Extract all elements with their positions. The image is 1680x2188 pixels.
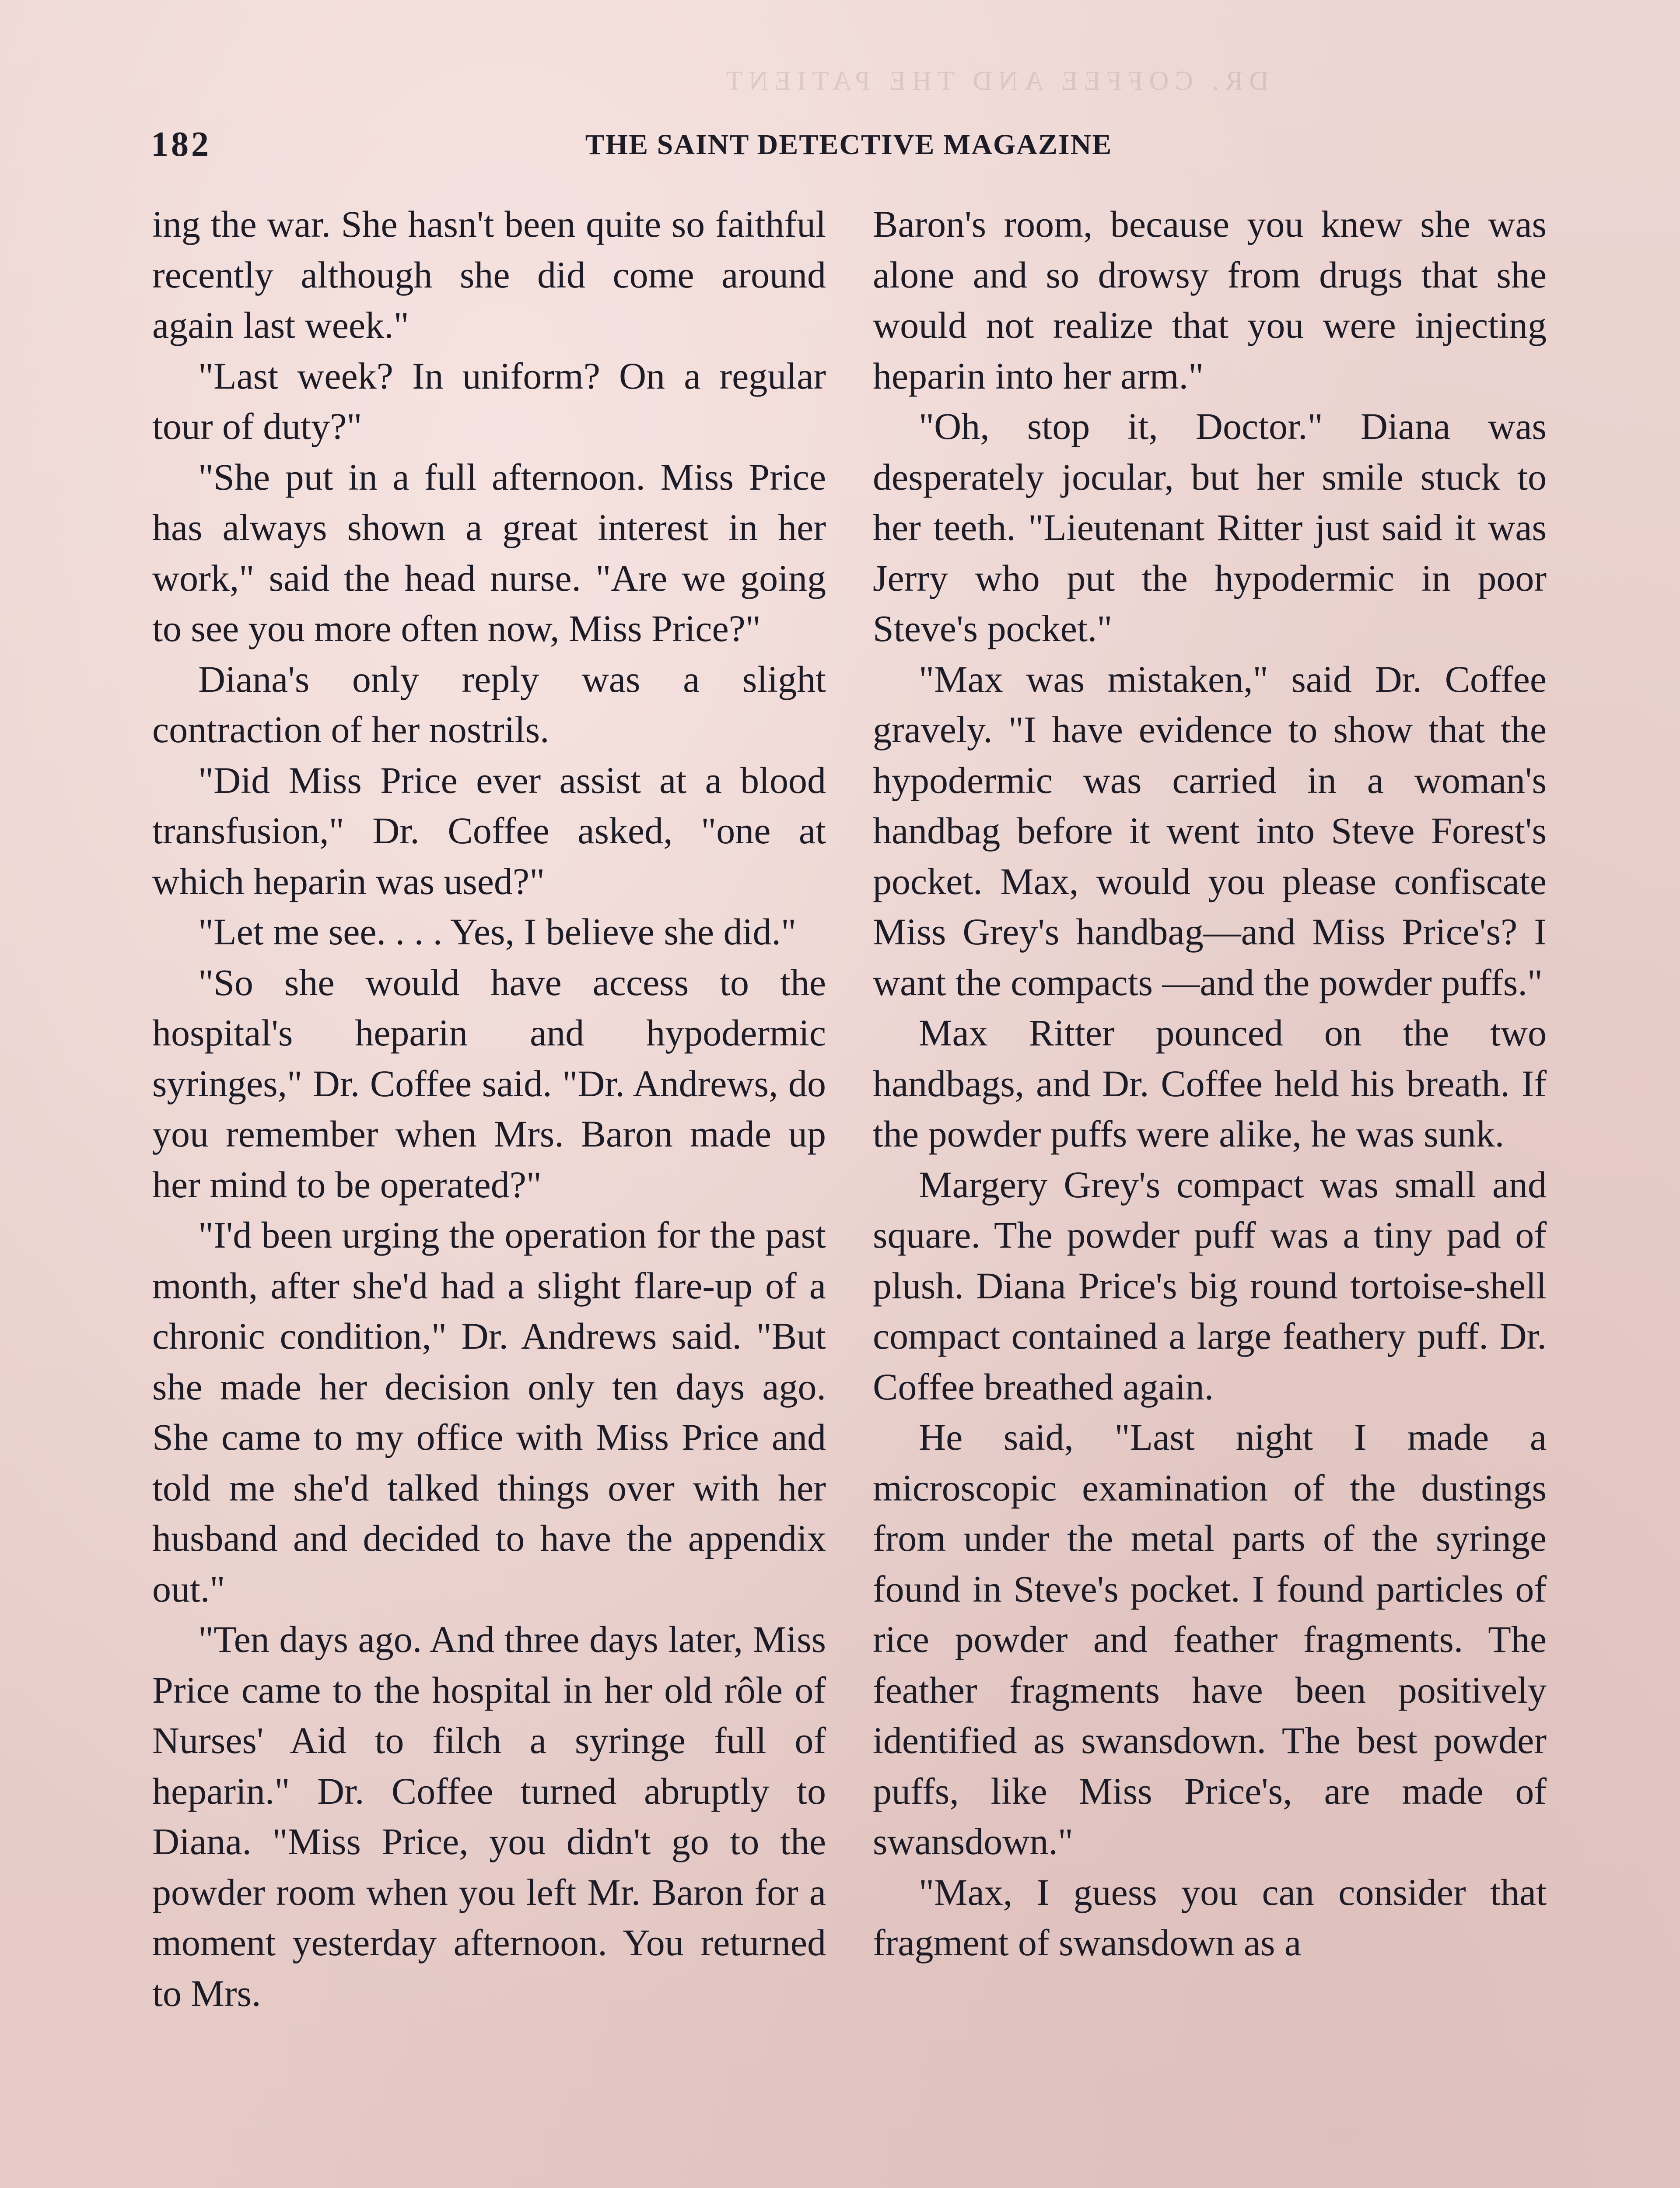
paragraph: "Did Miss Price ever assist at a blood transfusion," Dr. Coffee asked, "one at which heparin was used?" bbox=[152, 759, 826, 902]
paragraph: Max Ritter pounced on the two handbags, and Dr. Coffee held his breath. If the powder puffs were alike, he was sunk. bbox=[873, 1012, 1547, 1155]
page-number: 182 bbox=[151, 125, 211, 164]
paragraph: "Oh, stop it, Doctor." Diana was desperately jocular, but her smile stuck to her teeth. "Lieutenant Ritter just said it was Jerry who put the hypodermic in poor Steve's pocket." bbox=[873, 405, 1547, 649]
paragraph: Baron's room, because you knew she was alone and so drowsy from drugs that she would not realize that you were injecting heparin into her arm." bbox=[873, 203, 1547, 397]
paragraph: ing the war. She hasn't been quite so faithful recently although she did come around again last week." bbox=[152, 203, 826, 346]
paragraph: "So she would have access to the hospital's heparin and hypodermic syringes," Dr. Coffee said. "Dr. Andrews, do you remember when Mrs. Baron made up her mind to be operated?" bbox=[152, 961, 826, 1206]
running-title: THE SAINT DETECTIVE MAGAZINE bbox=[585, 129, 1113, 161]
paragraph: Diana's only reply was a slight contraction of her nostrils. bbox=[152, 658, 826, 750]
paragraph: "Max, I guess you can consider that fragment of swansdown as a bbox=[873, 1871, 1547, 1964]
right-column bbox=[873, 199, 1547, 1968]
paragraph: "I'd been urging the operation for the past month, after she'd had a slight flare-up of a chronic condition," Dr. Andrews said. "But she made her decision only ten days ago. She came to my office with Miss Price and told me she'd talked things over with her husband and decided to have the appendix out." bbox=[152, 1214, 826, 1610]
paragraph: Margery Grey's compact was small and square. The powder puff was a tiny pad of plush. Diana Price's big round tortoise-shell compact contained a large feathery puff. Dr. Coffee breathed again. bbox=[873, 1163, 1547, 1408]
paragraph: "Let me see. . . . Yes, I believe she did." bbox=[198, 911, 797, 953]
paragraph: "Ten days ago. And three days later, Miss Price came to the hospital in her old rôle of Nurses' Aid to filch a syringe full of heparin." Dr. Coffee turned abruptly to Diana. "Miss Price, you didn't go to the powder room when you left Mr. Baron for a moment yesterday afternoon. You returned to Mrs. bbox=[152, 1618, 826, 2014]
bleed-through-text: DR. COFFEE AND THE PATIENT bbox=[720, 66, 1269, 96]
page-header bbox=[151, 125, 1547, 173]
left-column bbox=[152, 199, 826, 2019]
paragraph: He said, "Last night I made a microscopic examination of the dustings from under the metal parts of the syringe found in Steve's pocket. I found particles of rice powder and feather fragments. The feather fragments have been positively identified as swansdown. The best powder puffs, like Miss Price's, are made of swansdown." bbox=[873, 1416, 1547, 1862]
paragraph: "Max was mistaken," said Dr. Coffee gravely. "I have evidence to show that the hypodermic was carried in a woman's handbag before it went into Steve Forest's pocket. Max, would you please confiscate Miss Grey's handbag—and Miss Price's? I want the compacts —and the powder puffs." bbox=[873, 658, 1547, 1003]
paragraph: "She put in a full afternoon. Miss Price has always shown a great interest in her work," said the head nurse. "Are we going to see you more often now, Miss Price?" bbox=[152, 456, 826, 649]
paragraph: "Last week? In uniform? On a regular tour of duty?" bbox=[152, 354, 826, 447]
